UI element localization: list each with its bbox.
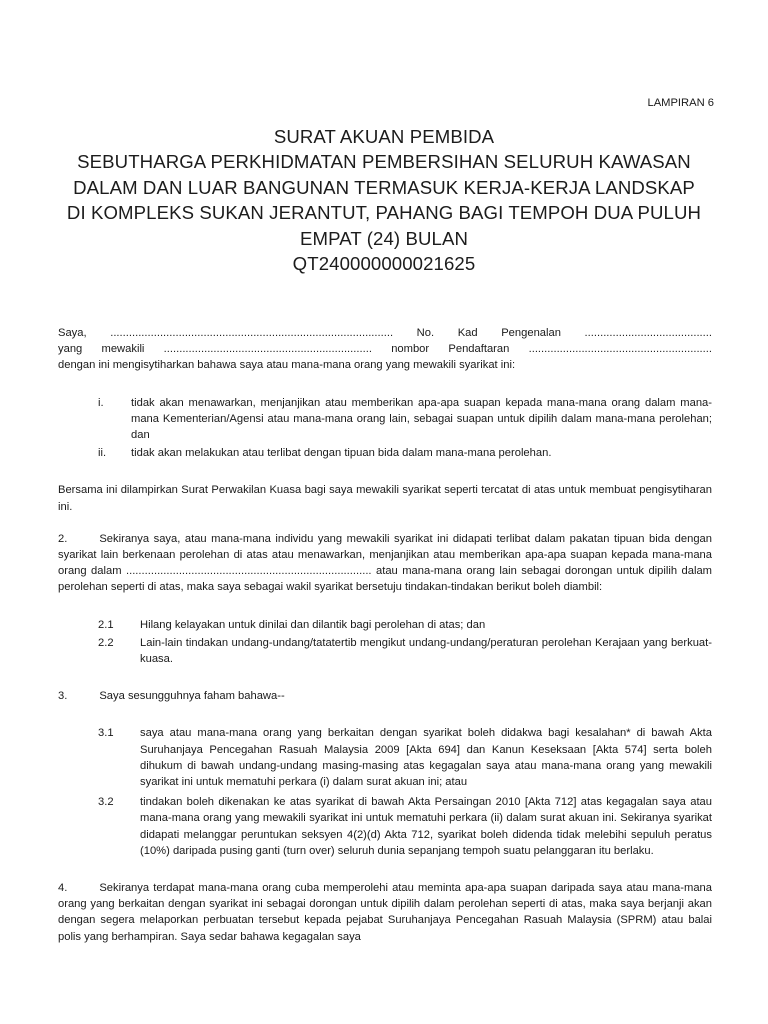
document-body: [58, 325, 712, 945]
item-number: 3.1: [98, 727, 114, 740]
intro-line-declaration: dengan ini mengisytiharkan bahawa saya atau mana-mana orang yang mewakili syarikat ini:: [58, 359, 516, 372]
section-3-paragraph: [58, 688, 712, 704]
title-line-3: DALAM DAN LUAR BANGUNAN TERMASUK KERJA-KERJA LANDSKAP: [73, 176, 695, 198]
section-4-text: Sekiranya terdapat mana-mana orang cuba memperolehi atau meminta apa-apa suapan daripada saya atau mana-mana orang yang berkaitan dengan syarikat ini sebagai dorongan untuk dipilih dalam perolehan seperti di atas, maka saya berjanji akan dengan segera melaporkan perbuatan tersebut kepada pejabat Suruhanjaya Pencegahan Rasuah Malaysia (SPRM) atau balai polis yang berhampiran. Saya sedar bahawa kegagalan saya: [58, 882, 712, 943]
title-line-4: DI KOMPLEKS SUKAN JERANTUT, PAHANG BAGI TEMPOH DUA PULUH: [66, 202, 702, 224]
section-2-item: [98, 635, 712, 667]
declaration-item: [98, 395, 712, 444]
title-line-2: SEBUTHARGA PERKHIDMATAN PEMBERSIHAN SELURUH KAWASAN: [77, 151, 691, 173]
document-title: [40, 124, 728, 276]
item-number: 2.1: [98, 618, 114, 631]
declaration-text: tidak akan melakukan atau terlibat dengan tipuan bida dalam mana-mana perolehan.: [131, 447, 552, 460]
authority-paragraph: Bersama ini dilampirkan Surat Perwakilan Kuasa bagi saya mewakili syarikat seperti tercatat di atas untuk membuat pengisytiharan ini.: [58, 484, 712, 513]
reference-number: QT240000000021625: [292, 253, 476, 275]
title-line-5: EMPAT (24) BULAN: [300, 227, 468, 249]
title-line-1: SURAT AKUAN PEMBIDA: [273, 126, 495, 147]
declaration-item: [98, 445, 712, 461]
item-number: 3.2: [98, 796, 114, 809]
section-3-item: [98, 725, 712, 790]
item-text: Hilang kelayakan untuk dinilai dan dilantik bagi perolehan di atas; dan: [140, 618, 486, 631]
section-4-paragraph: [58, 880, 712, 945]
declaration-text: tidak akan menawarkan, menjanjikan atau memberikan apa-apa suapan kepada mana-mana orang dalam mana-mana Kementerian/Agensi atau mana-mana orang lain, sebagai suapan untuk dipilih dalam mana-mana perolehan; dan: [131, 396, 712, 442]
declaration-number: i.: [98, 396, 104, 409]
declaration-number: ii.: [98, 447, 107, 460]
section-3-item: [98, 794, 712, 859]
section-2-number: 2.: [58, 532, 68, 545]
section-2-text: Sekiranya saya, atau mana-mana individu yang mewakili syarikat ini didapati terlibat dalam pakatan tipuan bida dengan syarikat lain berkenaan perolehan di atas atau menawarkan, menjanjikan atau memberikan apa-apa suapan kepada mana-mana orang dalam ............................................................................... atau mana-mana orang lain sebagai dorongan untuk dipilih dalam perolehan seperti di atas, maka saya sebagai wakil syarikat bersetuju tindakan-tindakan berikut boleh diambil:: [58, 532, 712, 594]
section-2-paragraph: [58, 531, 712, 596]
item-text: saya atau mana-mana orang yang berkaitan dengan syarikat boleh didakwa bagi kesalahan* di bawah Akta Suruhanjaya Pencegahan Rasuah Malaysia 2009 [Akta 694] dan Kanun Keseksaan [Akta 574] serta boleh dihukum di bawah undang-undang masing-masing atas kegagalan saya atau mana-mana orang yang mewakili syarikat ini untuk mematuhi perkara (i) dalam surat akuan ini; atau: [140, 727, 712, 789]
intro-line-name: Saya, ........................................................................................... No. Kad Pengenalan .........................................: [58, 327, 712, 339]
appendix-label: LAMPIRAN 6: [647, 97, 714, 109]
item-number: 2.2: [98, 636, 114, 649]
item-text: tindakan boleh dikenakan ke atas syarikat di bawah Akta Persaingan 2010 [Akta 712] atas kegagalan saya atau mana-mana orang yang mewakili syarikat ini untuk mematuhi perkara (ii) dalam surat akuan ini. Sekiranya syarikat didapati melanggar peruntukan seksyen 4(2)(d) Akta 712, syarikat boleh didenda tidak melebihi sepuluh peratus (10%) daripada pusing ganti (turn over) seluruh dunia sepanjang tempoh suatu pelanggaran itu berlaku.: [140, 796, 712, 857]
section-3-number: 3.: [58, 690, 68, 703]
section-4-number: 4.: [58, 882, 68, 895]
intro-line-company: yang mewakili ................................................................... nombor Pendaftaran ...........................................................: [58, 343, 712, 356]
section-3-text: Saya sesungguhnya faham bahawa--: [99, 690, 285, 703]
section-2-item: [98, 617, 712, 633]
item-text: Lain-lain tindakan undang-undang/tatatertib mengikut undang-undang/peraturan perolehan Kerajaan yang berkuat-kuasa.: [140, 636, 712, 666]
